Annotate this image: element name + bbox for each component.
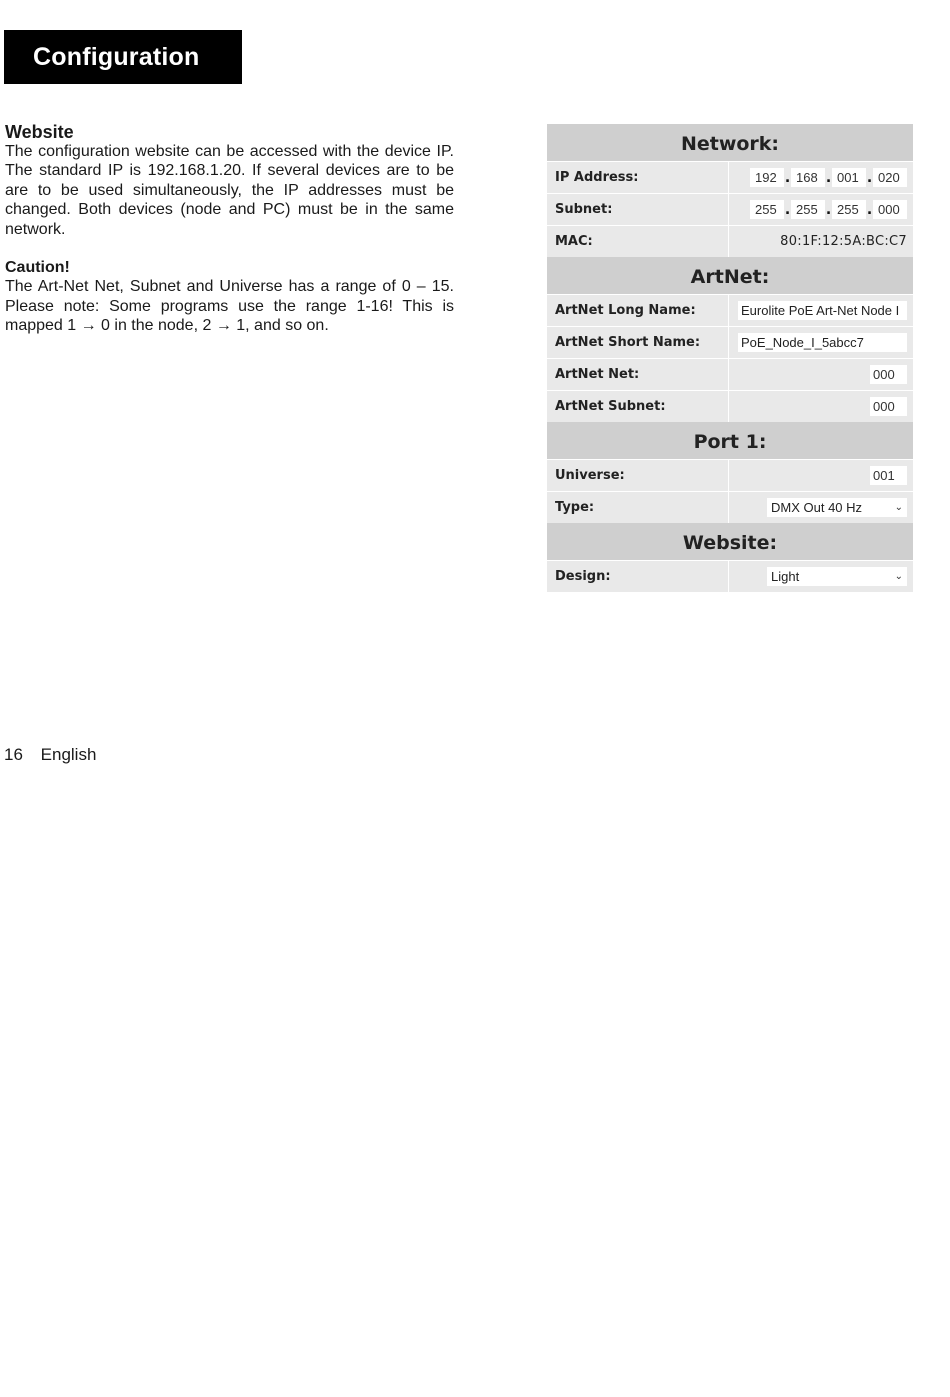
network-heading: Network:: [547, 124, 913, 161]
mac-value: 80:1F:12:5A:BC:C7: [780, 234, 907, 249]
artnet-net-label: ArtNet Net:: [547, 359, 729, 390]
section-header: [4, 30, 242, 84]
design-select[interactable]: [767, 567, 907, 586]
type-row: [547, 491, 913, 523]
language-label: English: [40, 745, 97, 764]
ip-octet-3[interactable]: 001: [832, 168, 866, 187]
manual-text: [5, 122, 454, 336]
artnet-long-name-label: ArtNet Long Name:: [547, 295, 729, 326]
artnet-subnet-row: [547, 390, 913, 422]
universe-input[interactable]: 001: [870, 466, 907, 485]
website-heading-panel: Website:: [547, 523, 913, 560]
universe-row: [547, 459, 913, 491]
caution-paragraph: The Art-Net Net, Subnet and Universe has a range of 0 – 15. Please note: Some programs use the range 1-16! This is mapped 1 → 0 in the node, 2 → 1, and so on.: [5, 278, 454, 335]
design-label: Design:: [547, 561, 729, 592]
artnet-long-name-input[interactable]: Eurolite PoE Art-Net Node I: [738, 301, 907, 320]
port1-heading: Port 1:: [547, 422, 913, 459]
ip-address-label: IP Address:: [547, 162, 729, 193]
artnet-net-input[interactable]: 000: [870, 365, 907, 384]
artnet-subnet-label: ArtNet Subnet:: [547, 391, 729, 422]
ip-octet-2[interactable]: 168: [791, 168, 825, 187]
mac-label: MAC:: [547, 226, 729, 257]
website-heading: Website: [5, 122, 74, 142]
type-select[interactable]: [767, 498, 907, 517]
page-number: 16: [4, 745, 23, 764]
artnet-subnet-input[interactable]: 000: [870, 397, 907, 416]
universe-label: Universe:: [547, 460, 729, 491]
caution-heading: Caution!: [5, 259, 70, 277]
artnet-short-name-row: [547, 326, 913, 358]
artnet-short-name-input[interactable]: PoE_Node_I_5abcc7: [738, 333, 907, 352]
chevron-down-icon: ⌄: [894, 571, 903, 582]
artnet-heading: ArtNet:: [547, 257, 913, 294]
website-paragraph: The configuration website can be accessed with the device IP. The standard IP is 192.168.1.20. If several devices are to be are to be used simultaneously, the IP addresses must be changed. Both devices (node and PC) must be in the same network.: [5, 143, 454, 238]
subnet-octet-2[interactable]: 255: [791, 200, 825, 219]
ip-octet-4[interactable]: 020: [873, 168, 907, 187]
subnet-label: Subnet:: [547, 194, 729, 225]
subnet-octet-1[interactable]: 255: [750, 200, 784, 219]
ip-address-input: 192 . 168 . 001 . 020: [750, 168, 907, 187]
design-selected-value: Light: [771, 569, 800, 584]
section-title: Configuration: [33, 42, 200, 71]
ip-octet-1[interactable]: 192: [750, 168, 784, 187]
artnet-short-name-label: ArtNet Short Name:: [547, 327, 729, 358]
mac-row: [547, 225, 913, 257]
artnet-long-name-row: [547, 294, 913, 326]
page-footer: [4, 745, 96, 765]
subnet-input: 255 . 255 . 255 . 000: [750, 200, 907, 219]
config-panel: [547, 124, 913, 592]
subnet-octet-3[interactable]: 255: [832, 200, 866, 219]
design-row: [547, 560, 913, 592]
subnet-octet-4[interactable]: 000: [873, 200, 907, 219]
type-selected-value: DMX Out 40 Hz: [771, 500, 863, 515]
artnet-net-row: [547, 358, 913, 390]
chevron-down-icon: ⌄: [894, 502, 903, 513]
ip-address-row: [547, 161, 913, 193]
type-label: Type:: [547, 492, 729, 523]
subnet-row: [547, 193, 913, 225]
